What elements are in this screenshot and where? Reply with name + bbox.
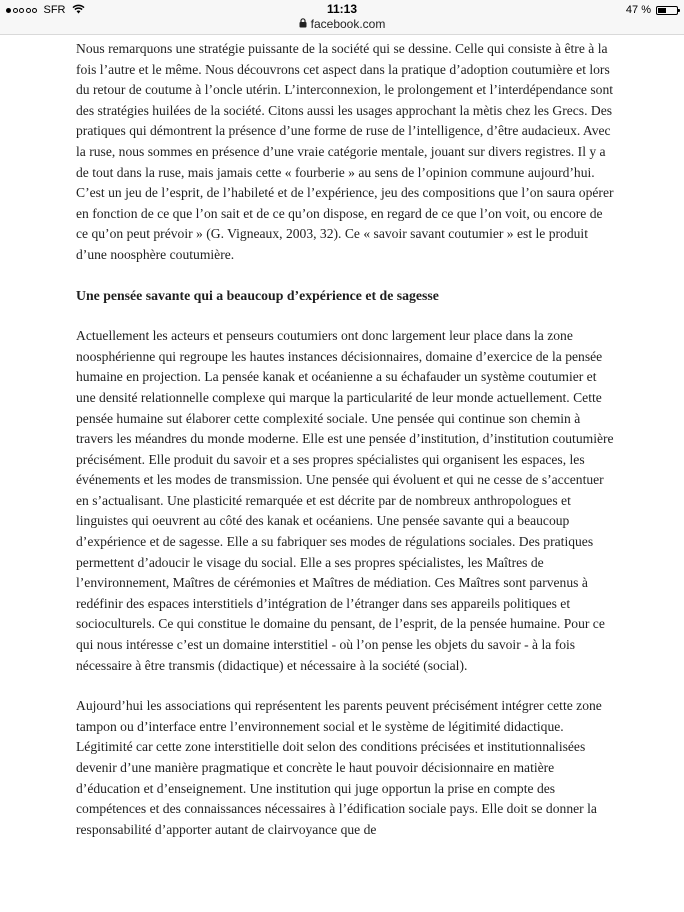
carrier-name: SFR: [43, 4, 66, 16]
clock: 11:13: [326, 2, 358, 16]
status-bar: [0, 0, 684, 35]
paragraph-1: Nous remarquons une stratégie puissante de la société qui se dessine. Celle qui consiste à être à la fois l’autre et le même. Nous découvrons cet aspect dans la pratique d’adoption coutumière et lors du retour de coutume à l’oncle utérin. L’interconnexion, le prolongement et l’interdépendance sont des stratégies huilées de la société. Citons aussi les usages approchant la mètis chez les Grecs. Des pratiques qui démontrent la présence d’une forme de ruse de l’intelligence, d’être audacieux. Avec la ruse, nous sommes en présence d’une vraie catégorie mentale, jouant sur divers registres. Il y a de tout dans la ruse, mais jamais cette « fourberie » au sens de l’opinion commune aujourd’hui. C’est un jeu de l’esprit, de l’habileté et de l’expérience, jeu des compositions que l’on saura opérer en fonction de ce que l’on sait et de ce qu’on dispose, en regard de ce que l’on voit, ou encore de ce qu’on peut prévoir » (G. Vigneaux, 2003, 32). Ce « savoir savant coutumier » est le produit d’une noosphère coutumière.: [76, 41, 614, 262]
address-bar[interactable]: [0, 17, 684, 31]
battery-percent: 47 %: [625, 4, 651, 16]
paragraph-2: Actuellement les acteurs et penseurs coutumiers ont donc largement leur place dans la zone noosphérienne qui regroupe les hautes instances décisionnaires, domaine d’exercice de la pensée humaine en projection. La pensée kanak et océanienne a su échafauder un système coutumier et une densité relationnelle complexe qui marque la particularité de leur monde actuellement. Cette pensée humaine sut élaborer cette complexité sociale. Une pensée qui continue son chemin à travers les méandres du monde moderne. Elle est une pensée d’institution, d’institution coutumière précisément. Elle produit du savoir et a ses propres spécialistes qui organisent les espaces, les événements et les modes de transmission. Une pensée qui évoluent et qui ne cesse de s’accentuer en s’actualisant. Une plasticité remarquée et est décrite par de nombreux anthropologues et linguistes qui oeuvrent au côté des kanak et océaniens. Une pensée savante qui a beaucoup d’expérience et de sagesse. Elle a su fabriquer ses modes de régulations sociales. Des pratiques permettent d’adoucir le visage du social. Elle a ses propres spécialistes, les Maîtres de l’environnement, Maîtres de cérémonies et Maîtres de médiation. Ces Maîtres sont parvenus à redéfinir des espaces interstitiels d’intégration de l’étranger dans ses appareils politiques et socioculturels. Ce qui constitue le domaine du pensant, de l’esprit, de la pensée humaine. Pour ce qui nous intéresse c’est un domaine interstitiel - où l’on pense les objets du savoir - à la fois nécessaire à être transmis (didactique) et nécessaire à la société (social).: [76, 328, 614, 673]
battery-info: [626, 3, 678, 17]
url-text: facebook.com: [310, 17, 386, 31]
battery-level: [658, 8, 666, 13]
battery-icon: [656, 6, 678, 15]
paragraph-3: Aujourd’hui les associations qui représentent les parents peuvent précisément intégrer cette zone tampon ou d’interface entre l’environnement social et le système de légitimité didactique. Légitimité car cette zone interstitielle doit selon des conditions précisées et institutionnalisées devenir d’une manière pragmatique et concrète le haut pouvoir décisionnaire en matière d’éducation et d’enseignement. Une institution qui juge opportun la prise en compte des compétences et des connaissances nécessaires à l’édification sociale pays. Elle doit se donner la responsabilité d’apporter autant de clairvoyance que de: [76, 698, 602, 837]
section-heading: Une pensée savante qui a beaucoup d’expérience et de sagesse: [76, 287, 439, 303]
article-body: [76, 36, 616, 840]
lock-icon: [299, 17, 307, 31]
